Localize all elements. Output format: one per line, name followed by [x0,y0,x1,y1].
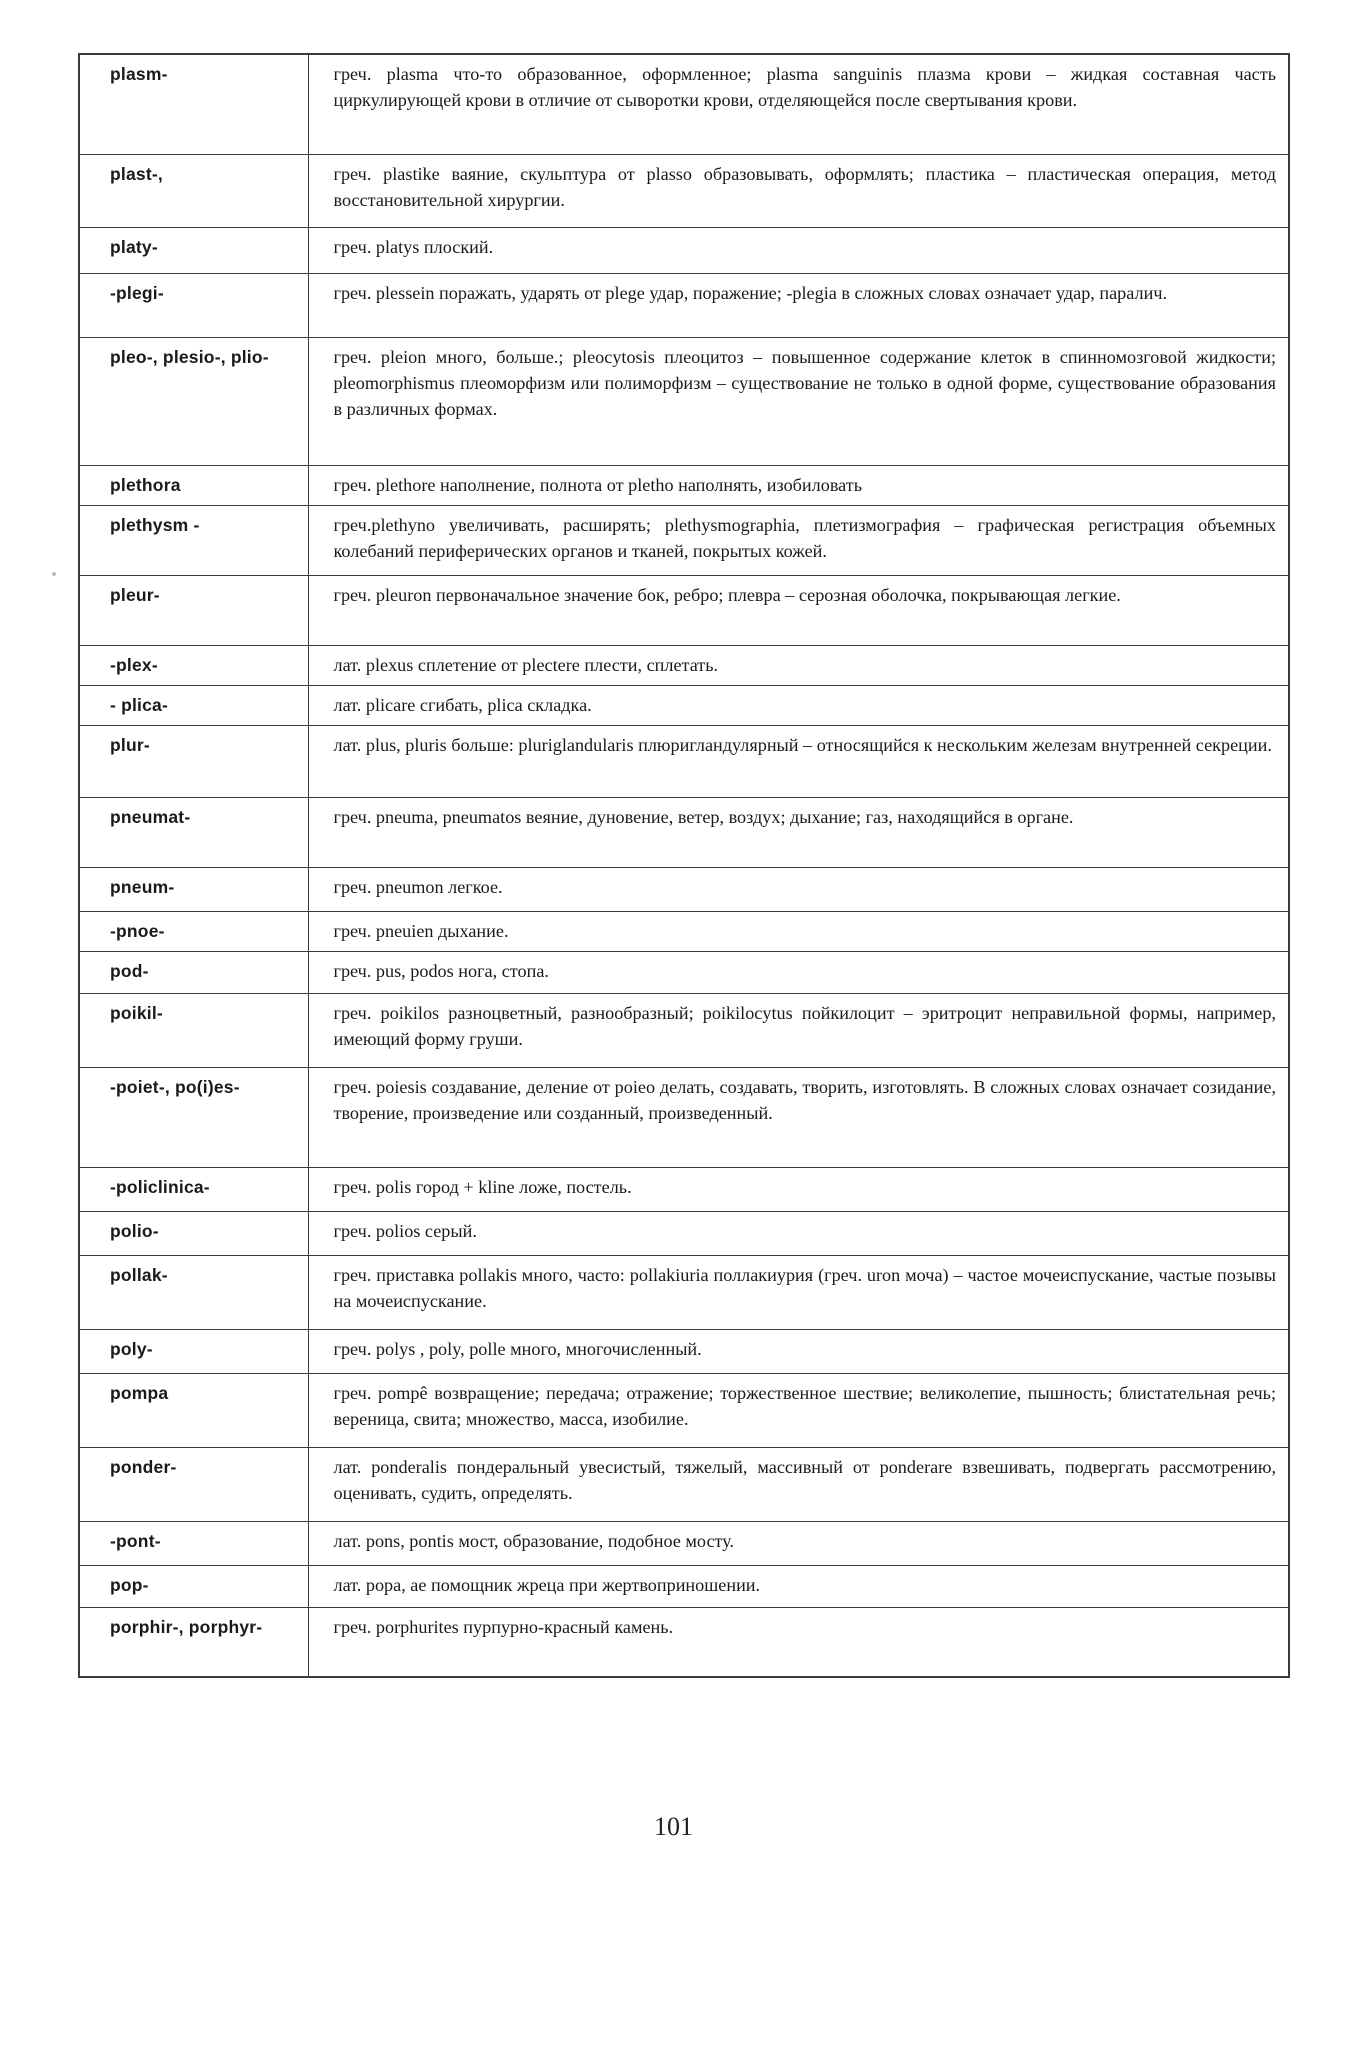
table-row [79,685,1289,725]
table-row [79,1607,1289,1677]
dictionary-body [79,54,1289,1677]
table-row [79,725,1289,797]
term-cell: porphir-, porphyr- [79,1607,308,1677]
definition-cell: греч. pompê возвращение; передача; отражение; торжественное шествие; великолепие, пышность; блистательная речь; вереница, свита; множество, масса, изобилие. [308,1373,1289,1447]
table-row [79,1329,1289,1373]
definition-cell: греч. plethore наполнение, полнота от pletho наполнять, изобиловать [308,465,1289,505]
term-cell: plethora [79,465,308,505]
term-cell: pod- [79,951,308,993]
definition-cell: лат. plus, pluris больше: pluriglandularis плюригландулярный – относящийся к нескольким железам внутренней секреции. [308,725,1289,797]
table-row [79,465,1289,505]
table-row [79,337,1289,465]
table-row [79,575,1289,645]
definition-cell: греч. приставка pollakis много, часто: pollakiuria поллакиурия (греч. uron моча) – частое мочеиспускание, частые позывы на мочеиспускание. [308,1255,1289,1329]
term-cell: poly- [79,1329,308,1373]
definition-cell: греч. porphurites пурпурно-красный камень. [308,1607,1289,1677]
term-cell: plasm- [79,54,308,154]
definition-cell: лат. popa, ae помощник жреца при жертвоприношении. [308,1565,1289,1607]
term-cell: pollak- [79,1255,308,1329]
definition-cell: греч. plessein поражать, ударять от plege удар, поражение; -plegia в сложных словах означает удар, паралич. [308,273,1289,337]
definition-cell: греч.plethyno увеличивать, расширять; plethysmographia, плетизмография – графическая регистрация объемных колебаний периферических органов и тканей, покрытых кожей. [308,505,1289,575]
term-cell: pleur- [79,575,308,645]
definition-cell: лат. plicare сгибать, plica складка. [308,685,1289,725]
term-cell: plast-, [79,154,308,227]
table-row [79,1067,1289,1167]
table-row [79,1447,1289,1521]
term-cell: -pont- [79,1521,308,1565]
table-row [79,505,1289,575]
definition-cell: греч. poikilos разноцветный, разнообразный; poikilocytus пойкилоцит – эритроцит неправильной формы, например, имеющий форму груши. [308,993,1289,1067]
table-row [79,1373,1289,1447]
definition-cell: греч. polys , poly, polle много, многочисленный. [308,1329,1289,1373]
term-cell: - plica- [79,685,308,725]
definition-cell: лат. ponderalis пондеральный увесистый, тяжелый, массивный от ponderare взвешивать, подвергать рассмотрению, оценивать, судить, определять. [308,1447,1289,1521]
term-cell: polio- [79,1211,308,1255]
definition-cell: лат. plexus сплетение от plectere плести, сплетать. [308,645,1289,685]
definition-cell: греч. plasma что-то образованное, оформленное; plasma sanguinis плазма крови – жидкая составная часть циркулирующей крови в отличие от сыворотки крови, отделяющейся после свертывания крови. [308,54,1289,154]
term-cell: ponder- [79,1447,308,1521]
term-cell: -pnoe- [79,911,308,951]
scan-speck [52,572,56,576]
table-row [79,645,1289,685]
table-row [79,1521,1289,1565]
term-cell: pop- [79,1565,308,1607]
table-row [79,797,1289,867]
table-row [79,1211,1289,1255]
term-cell: -poiet-, po(i)es- [79,1067,308,1167]
definition-cell: греч. pleuron первоначальное значение бок, ребро; плевра – серозная оболочка, покрывающая легкие. [308,575,1289,645]
definition-cell: греч. pus, podos нога, стопа. [308,951,1289,993]
term-cell: -plex- [79,645,308,685]
table-row [79,951,1289,993]
table-row [79,993,1289,1067]
definition-cell: греч. pneuien дыхание. [308,911,1289,951]
term-cell: pneumat- [79,797,308,867]
term-cell: pompa [79,1373,308,1447]
table-row [79,227,1289,273]
term-cell: plethysm - [79,505,308,575]
definition-cell: греч. polis город + kline ложе, постель. [308,1167,1289,1211]
term-cell: -plegi- [79,273,308,337]
table-row [79,867,1289,911]
definition-cell: греч. pneumon легкое. [308,867,1289,911]
term-cell: poikil- [79,993,308,1067]
definition-cell: лат. pons, pontis мост, образование, подобное мосту. [308,1521,1289,1565]
term-cell: -policlinica- [79,1167,308,1211]
definition-cell: греч. pneuma, pneumatos веяние, дуновение, ветер, воздух; дыхание; газ, находящийся в органе. [308,797,1289,867]
term-cell: platy- [79,227,308,273]
definition-cell: греч. platys плоский. [308,227,1289,273]
definition-cell: греч. pleion много, больше.; pleocytosis плеоцитоз – повышенное содержание клеток в спинномозговой жидкости; pleomorphismus плеоморфизм или полиморфизм – существование не только в одной форме, существование образования в различных формах. [308,337,1289,465]
table-row [79,1167,1289,1211]
definition-cell: греч. polios серый. [308,1211,1289,1255]
table-row [79,1565,1289,1607]
dictionary-table [78,53,1290,1678]
table-row [79,911,1289,951]
definition-cell: греч. plastike ваяние, скульптура от plasso образовывать, оформлять; пластика – пластическая операция, метод восстановительной хирургии. [308,154,1289,227]
table-row [79,1255,1289,1329]
table-row [79,273,1289,337]
term-cell: pleo-, plesio-, plio- [79,337,308,465]
term-cell: plur- [79,725,308,797]
table-row [79,154,1289,227]
definition-cell: греч. poiesis создавание, деление от poieo делать, создавать, творить, изготовлять. В сложных словах означает созидание, творение, произведение или созданный, произведенный. [308,1067,1289,1167]
term-cell: pneum- [79,867,308,911]
page-number: 101 [654,1812,693,1841]
table-row [79,54,1289,154]
